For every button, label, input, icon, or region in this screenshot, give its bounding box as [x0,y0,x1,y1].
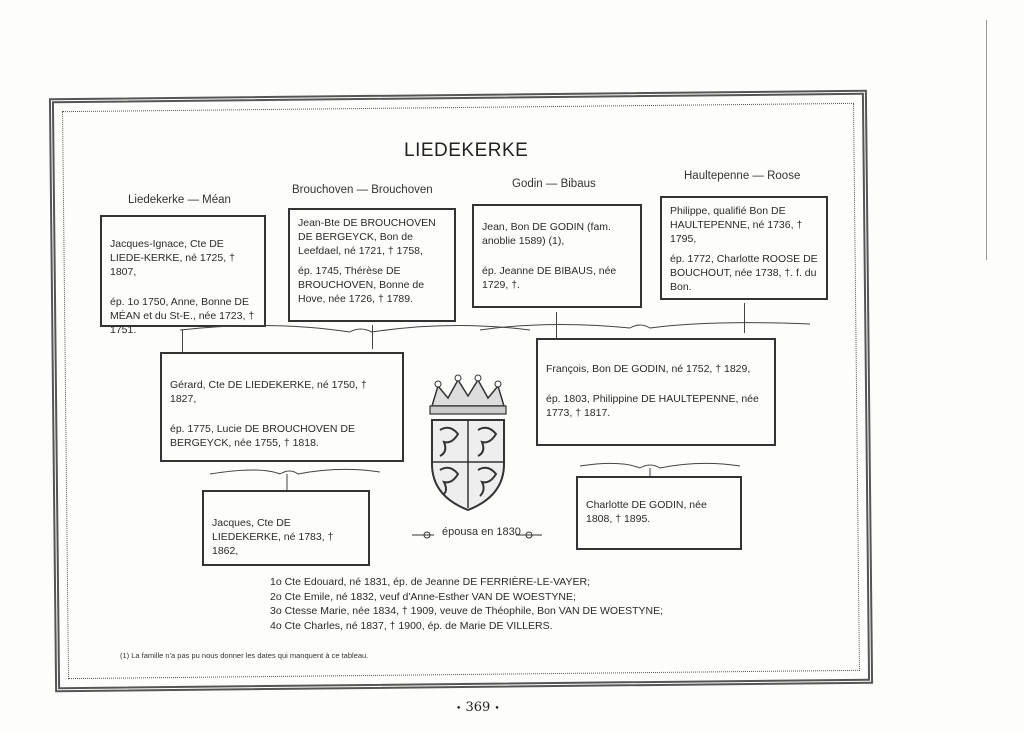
card-jean-bte [288,208,456,322]
child-item: 4o Cte Charles, né 1837, † 1900, ép. de Marie DE VILLERS. [270,619,553,632]
spouse-text: ép. 1772, Charlotte ROOSE DE BOUCHOUT, née 1738, †. f. du Bon. [670,253,818,293]
spouse-text: ép. 1803, Philippine DE HAULTEPENNE, née 1773, † 1817. [546,393,759,419]
page-number: • 369 • [456,700,500,715]
person-text: Jean-Bte DE BROUCHOVEN DE BERGEYCK, Bon de Leefdael, né 1721, † 1758, [298,217,436,257]
person-text: Jacques, Cte DE LIEDEKERKE, né 1783, † 1862, [212,517,334,557]
column-header-haultepenne-roose: Haultepenne — Roose [684,170,801,182]
card-francois [536,338,776,446]
card-gerard [160,352,404,462]
column-header-brouchoven: Brouchoven — Brouchoven [292,184,433,196]
spouse-text: ép. 1745, Thérèse DE BROUCHOVEN, Bonne de Hove, née 1726, † 1789. [298,265,425,305]
child-item: 2o Cte Emile, né 1832, veuf d'Anne-Esther VAN DE WOESTYNE; [270,590,576,603]
person-text: Charlotte DE GODIN, née 1808, † 1895. [586,499,707,525]
child-item: 1o Cte Edouard, né 1831, ép. de Jeanne DE FERRIÈRE-LE-VAYER; [270,576,591,588]
footnote: (1) La famille n'a pas pu nous donner les dates qui manquent à ce tableau. [120,651,369,660]
child-item: 3o Ctesse Marie, née 1834, † 1909, veuve de Théophile, Bon VAN DE WOESTYNE; [270,605,663,617]
marriage-text: épousa en 1830 [442,526,521,538]
person-text: Jean, Bon DE GODIN (fam. anoblie 1589) (1), [482,221,611,247]
spouse-text: ép. 1775, Lucie DE BROUCHOVEN DE BERGEYCK, née 1755, † 1818. [170,423,355,449]
card-charlotte [576,476,742,550]
column-header-godin-bibaus: Godin — Bibaus [512,178,596,190]
card-jean-godin [472,204,642,308]
person-text: Gérard, Cte DE LIEDEKERKE, né 1750, † 1827, [170,379,367,405]
person-text: Philippe, qualifié Bon DE HAULTEPENNE, né 1736, † 1795, [670,205,803,245]
card-philippe [660,196,828,300]
spouse-text: ép. 1o 1750, Anne, Bonne DE MÉAN et du St-E., née 1723, † 1751. [110,296,255,336]
page-edge-line [986,20,987,260]
card-jacques-ignace [100,215,266,336]
spouse-text: ép. Jeanne DE BIBAUS, née 1729, †. [482,265,617,291]
children-list [270,575,663,633]
person-text: Jacques-Ignace, Cte DE LIEDE-KERKE, né 1725, † 1807, [110,238,235,278]
page-title: LIEDEKERKE [404,140,529,161]
card-jacques [202,490,370,566]
column-header-liedekerke-mean: Liedekerke — Méan [128,194,231,206]
person-text: François, Bon DE GODIN, né 1752, † 1829, [546,363,751,375]
